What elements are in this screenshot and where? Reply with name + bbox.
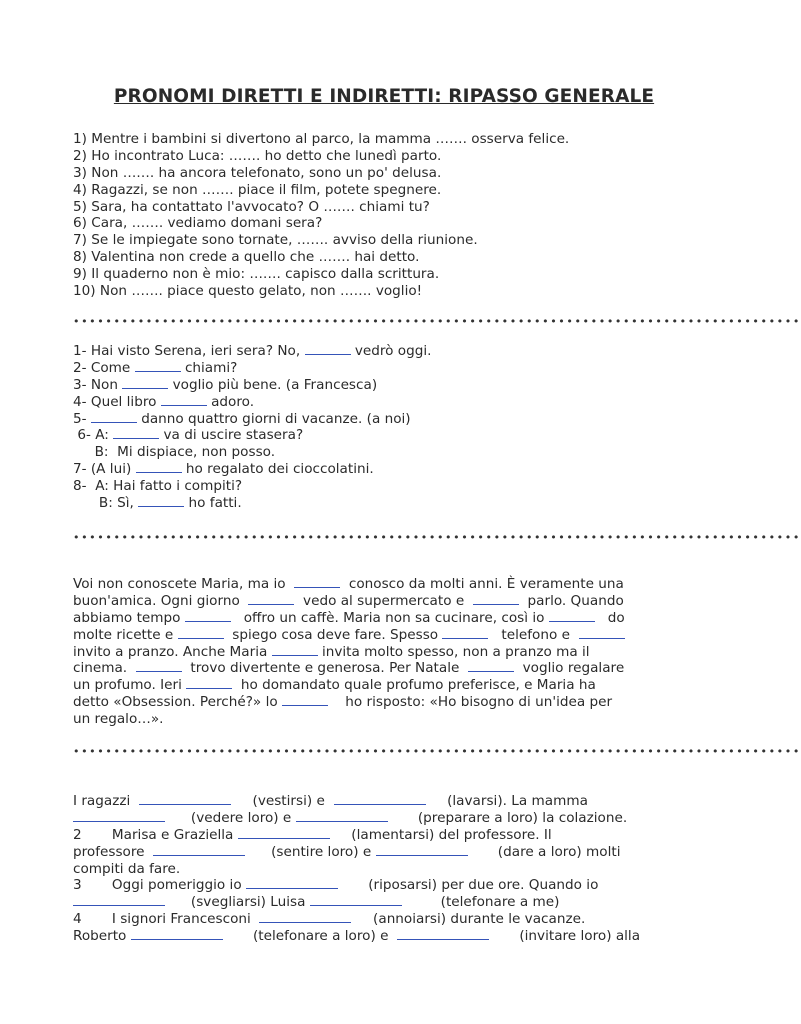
exercise-1-line: 3) Non ……. ha ancora telefonato, sono un po' delusa. xyxy=(73,164,442,181)
exercise-4-line: 3 Oggi pomeriggio io (riposarsi) per due ore. Quando io xyxy=(73,877,599,894)
dotted-separator: •••••••••••••••••••••••••••••••••••••••••••••••••••••••••••••••••••••••••••••••••••••••••• xyxy=(73,745,801,758)
exercise-1 xyxy=(73,131,569,300)
answer-blank[interactable] xyxy=(549,620,595,622)
answer-blank[interactable] xyxy=(579,637,625,639)
exercise-1-line: 7) Se le impiegate sono tornate, ……. avviso della riunione. xyxy=(73,232,478,249)
exercise-2-line: 1- Hai visto Serena, ieri sera? No, vedrò oggi. xyxy=(73,343,432,359)
answer-blank[interactable] xyxy=(442,637,488,639)
exercise-2-line: 7- (A lui) ho regalato dei cioccolatini. xyxy=(73,461,374,478)
exercise-3-line: abbiamo tempo offro un caffè. Maria non sa cucinare, così io do xyxy=(73,609,625,626)
exercise-3-line: cinema. trovo divertente e generosa. Per Natale voglio regalare xyxy=(73,660,625,677)
answer-blank[interactable] xyxy=(91,421,137,423)
answer-blank[interactable] xyxy=(246,887,338,889)
answer-blank[interactable] xyxy=(272,654,318,656)
exercise-2 xyxy=(73,343,431,512)
answer-blank[interactable] xyxy=(185,620,231,622)
answer-blank[interactable] xyxy=(468,670,514,672)
answer-blank[interactable] xyxy=(259,921,351,923)
exercise-4-line: Roberto (telefonare a loro) e (invitare loro) alla xyxy=(73,928,641,945)
exercise-1-line: 4) Ragazzi, se non ……. piace il film, potete spegnere. xyxy=(73,181,442,198)
answer-blank[interactable] xyxy=(122,387,168,389)
answer-blank[interactable] xyxy=(305,353,351,355)
exercise-4-line: compiti da fare. xyxy=(73,860,181,877)
exercise-3-line: molte ricette e spiego cosa deve fare. Spesso telefono e xyxy=(73,627,625,644)
exercise-3-line: detto «Obsession. Perché?» lo ho risposto: «Ho bisogno di un'idea per xyxy=(73,694,613,711)
answer-blank[interactable] xyxy=(294,586,340,588)
answer-blank[interactable] xyxy=(135,370,181,372)
exercise-1-line: 6) Cara, ……. vediamo domani sera? xyxy=(73,215,323,232)
exercise-4-line: 4 I signori Francesconi (annoiarsi) durante le vacanze. xyxy=(73,911,586,928)
dotted-separator: •••••••••••••••••••••••••••••••••••••••••••••••••••••••••••••••••••••••••••••••••••••••••• xyxy=(73,531,801,544)
exercise-2-line: 4- Quel libro adoro. xyxy=(73,393,255,410)
exercise-1-line: 8) Valentina non crede a quello che ……. hai detto. xyxy=(73,249,420,266)
exercise-3-line: Voi non conoscete Maria, ma io conosco da molti anni. È veramente una xyxy=(73,576,624,592)
answer-blank[interactable] xyxy=(73,904,165,906)
exercise-2-line: 8- A: Hai fatto i compiti? xyxy=(73,478,243,495)
answer-blank[interactable] xyxy=(178,637,224,639)
exercise-2-line: 6- A: va di uscire stasera? xyxy=(73,427,304,444)
exercise-3 xyxy=(73,576,625,728)
answer-blank[interactable] xyxy=(397,938,489,940)
exercise-2-line: 2- Come chiami? xyxy=(73,359,238,376)
exercise-1-line: 10) Non ……. piace questo gelato, non ……. voglio! xyxy=(73,283,423,300)
exercise-2-line: 5- danno quattro giorni di vacanze. (a noi) xyxy=(73,410,411,427)
exercise-4-line: professore (sentire loro) e (dare a loro) molti xyxy=(73,843,621,860)
answer-blank[interactable] xyxy=(161,404,207,406)
answer-blank[interactable] xyxy=(73,820,165,822)
worksheet-title: PRONOMI DIRETTI E INDIRETTI: RIPASSO GENERALE xyxy=(113,86,655,107)
answer-blank[interactable] xyxy=(186,687,232,689)
exercise-2-line: B: Sì, ho fatti. xyxy=(73,495,242,512)
exercise-1-line: 9) Il quaderno non è mio: ……. capisco dalla scrittura. xyxy=(73,266,440,283)
exercise-1-line: 2) Ho incontrato Luca: ……. ho detto che lunedì parto. xyxy=(73,147,442,164)
answer-blank[interactable] xyxy=(376,854,468,856)
answer-blank[interactable] xyxy=(131,938,223,940)
exercise-3-line: buon'amica. Ogni giorno vedo al supermercato e parlo. Quando xyxy=(73,592,624,609)
exercise-1-line: 5) Sara, ha contattato l'avvocato? O ……. chiami tu? xyxy=(73,198,430,215)
answer-blank[interactable] xyxy=(334,803,426,805)
exercise-2-line: B: Mi dispiace, non posso. xyxy=(73,444,276,461)
answer-blank[interactable] xyxy=(473,603,519,605)
answer-blank[interactable] xyxy=(296,820,388,822)
answer-blank[interactable] xyxy=(138,505,184,507)
answer-blank[interactable] xyxy=(136,471,182,473)
dotted-separator: •••••••••••••••••••••••••••••••••••••••••••••••••••••••••••••••••••••••••••••••••••••••••• xyxy=(73,315,801,328)
answer-blank[interactable] xyxy=(136,670,182,672)
answer-blank[interactable] xyxy=(113,437,159,439)
answer-blank[interactable] xyxy=(248,603,294,605)
exercise-4 xyxy=(73,793,640,945)
exercise-2-line: 3- Non voglio più bene. (a Francesca) xyxy=(73,376,378,393)
exercise-3-line: un profumo. Ieri ho domandato quale profumo preferisce, e Maria ha xyxy=(73,677,596,694)
answer-blank[interactable] xyxy=(153,854,245,856)
exercise-1-line: 1) Mentre i bambini si divertono al parco, la mamma ……. osserva felice. xyxy=(73,131,570,147)
exercise-4-line: (vedere loro) e (preparare a loro) la colazione. xyxy=(73,810,640,827)
exercise-4-line: 2 Marisa e Graziella (lamentarsi) del professore. Il xyxy=(73,826,552,843)
exercise-3-line: un regalo…». xyxy=(73,711,164,728)
exercise-3-line: invito a pranzo. Anche Maria invita molto spesso, non a pranzo ma il xyxy=(73,643,590,660)
answer-blank[interactable] xyxy=(238,837,330,839)
answer-blank[interactable] xyxy=(310,904,402,906)
exercise-4-line: (svegliarsi) Luisa (telefonare a me) xyxy=(73,894,640,911)
answer-blank[interactable] xyxy=(139,803,231,805)
answer-blank[interactable] xyxy=(282,704,328,706)
exercise-4-line: I ragazzi (vestirsi) e (lavarsi). La mamma xyxy=(73,793,588,809)
